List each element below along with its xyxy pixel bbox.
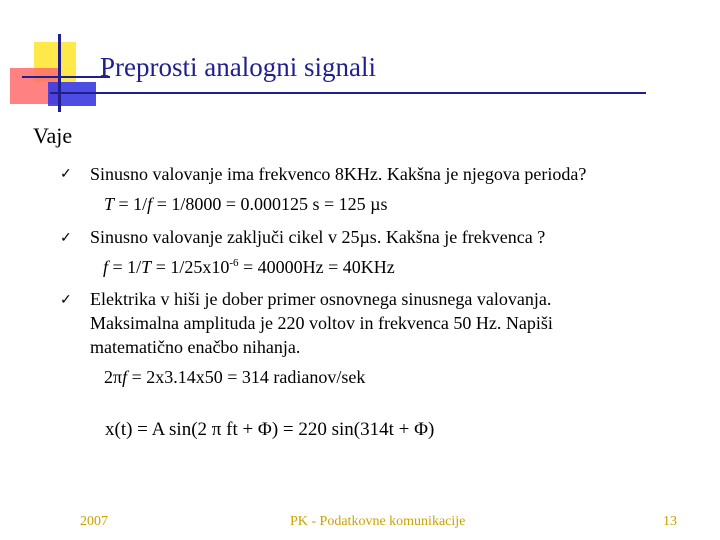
footer-course: PK - Podatkovne komunikacije [290, 514, 466, 529]
solution-3: 2πf = 2x3.14x50 = 314 radianov/sek [104, 367, 366, 387]
footer-year: 2007 [80, 514, 108, 529]
sine-equation: x(t) = A sin(2 π ft + Φ) = 220 sin(314t + Φ) [105, 419, 435, 440]
bullet-text-1: Sinusno valovanje ima frekvenco 8KHz. Kakšna je njegova perioda? [90, 164, 587, 184]
corner-logo-icon [0, 0, 110, 115]
bullet-text-2: Sinusno valovanje zaključi cikel v 25µs. Kakšna je frekvenca ? [90, 227, 546, 247]
checkmark-icon: ✓ [60, 231, 72, 246]
bullet-text-3: Elektrika v hiši je dober primer osnovnega sinusnega valovanja. Maksimalna amplituda je 220 voltov in frekvenca 50 Hz. Napiši matematično enačbo nihanja. [90, 289, 553, 357]
slide-title: Preprosti analogni signali [100, 52, 376, 82]
title-divider [50, 92, 646, 94]
solution-1: T = 1/f = 1/8000 = 0.000125 s = 125 µs [104, 194, 388, 214]
checkmark-icon: ✓ [60, 167, 72, 182]
footer-page-number: 13 [663, 514, 677, 529]
solution-2: $f = 1/T = 1/25x10^{-6} = 40000Hz = 40KHz$ [103, 257, 395, 277]
checkmark-icon: ✓ [60, 293, 72, 308]
section-heading: Vaje [33, 123, 73, 148]
